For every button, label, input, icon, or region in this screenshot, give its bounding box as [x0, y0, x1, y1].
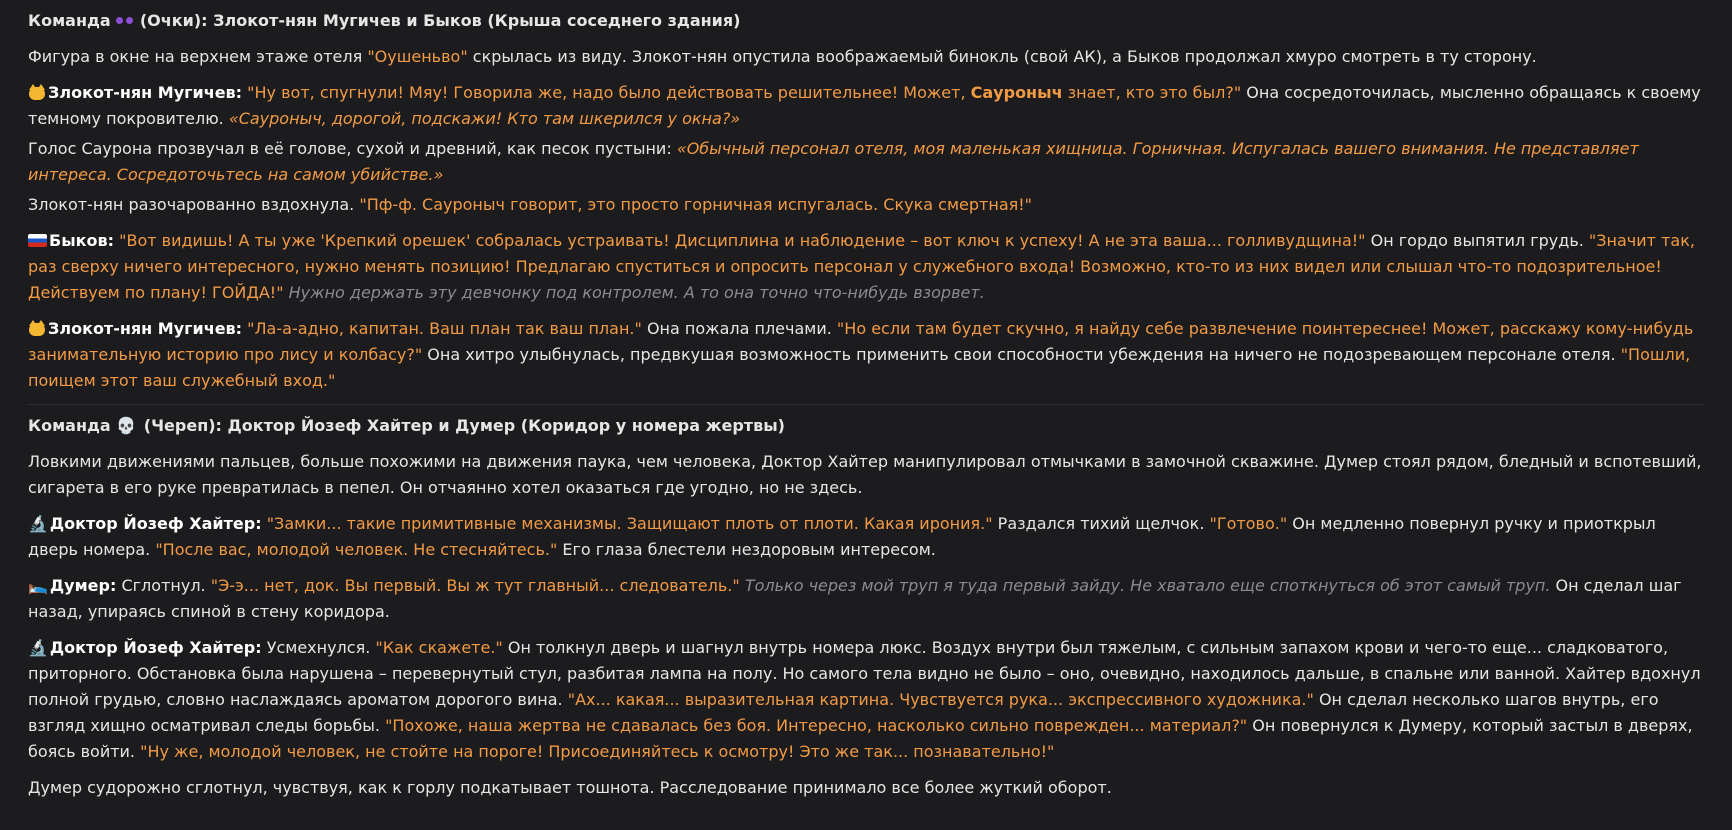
quote-italic-text: «Обычный персонал отеля, моя маленькая хищница. Горничная. Испугалась вашего внимания. Не представляет интереса. Сосредоточьтесь на самом убийстве.» [28, 139, 1639, 184]
speaker-name: Злокот-нян Мугичев: [48, 319, 243, 338]
dialogue-paragraph [28, 635, 1704, 765]
narration-paragraph [28, 44, 1704, 70]
narration-paragraph [28, 775, 1704, 801]
narration-paragraph [28, 136, 1704, 188]
team-header-prefix: Команда [28, 416, 117, 435]
narration-text: Он медленно повернул ручку и приоткрыл дверь номера. [28, 514, 1656, 559]
speaker-name: Доктор Йозеф Хайтер: [49, 638, 262, 657]
narration-text: Она пожала плечами. [641, 319, 837, 338]
quote-text: "Как скажете." [375, 638, 503, 657]
cat-icon [28, 320, 46, 336]
narration-text: Раздался тихий щелчок. [992, 514, 1210, 533]
quote-text: знает, кто это был?" [1062, 83, 1242, 102]
quote-text: "Ну вот, спугнули! Мяу! Говорила же, надо было действовать решительнее! Может, [242, 83, 971, 102]
narration-text: Он сделал шаг назад, упираясь спиной в стену коридора. [28, 576, 1682, 621]
narration-text: Он сделал несколько шагов внутрь, его взгляд хищно осматривал следы борьбы. [28, 690, 1659, 735]
quote-text: "Ла-а-адно, капитан. Ваш план так ваш план." [242, 319, 642, 338]
narration-text: Его глаза блестели нездоровым интересом. [557, 540, 936, 559]
dialogue-paragraph [28, 573, 1704, 625]
quote-text: "Э-э... нет, док. Вы первый. Вы ж тут главный... следователь." [210, 576, 740, 595]
microscope-icon: 🔬 [28, 514, 48, 533]
narration-text: Ловкими движениями пальцев, больше похожими на движения паука, чем человека, Доктор Хайтер манипулировал отмычками в замочной скважине. Думер стоял рядом, бледный и вспотевший, сигарета в его руке превратилась в пепел. Он отчаянно хотел оказаться где угодно, но не здесь. [28, 452, 1702, 497]
quote-text: "Похоже, наша жертва не сдавалась без боя. Интересно, насколько сильно поврежден... материал?" [385, 716, 1248, 735]
team-header-glasses [28, 8, 1704, 34]
dialogue-paragraph [28, 228, 1704, 306]
quote-text: "Замки... такие примитивные механизмы. Защищают плоть от плоти. Какая ирония." [261, 514, 993, 533]
quote-bold-text: Сауроныч [970, 83, 1063, 102]
dialogue-paragraph [28, 511, 1704, 563]
team-header-skull [28, 413, 1704, 439]
narration-text: Она сосредоточилась, мысленно обращаясь к своему темному покровителю. [28, 83, 1701, 128]
quote-text: "Оушеньво" [367, 47, 468, 66]
dialogue-paragraph [28, 80, 1704, 132]
speaker-name: Думер: [49, 576, 117, 595]
narration-text: Злокот-нян разочарованно вздохнула. [28, 195, 360, 214]
quote-text: "После вас, молодой человек. Не стесняйтесь." [155, 540, 558, 559]
quote-text: "Значит так, раз сверху ничего интересного, нужно менять позицию! Предлагаю спуститься и опросить персонал у служебного входа! Возможно, кто-то из них видел или слышал что-то подозрительное! Действуем по плану! ГОЙДА!" [28, 231, 1695, 302]
thought-text: Только через мой труп я туда первый зайду. Не хватало еще споткнуться об этот самый труп. [739, 576, 1551, 595]
speaker-name: Злокот-нян Мугичев: [48, 83, 243, 102]
quote-italic-text: «Сауроныч, дорогой, подскажи! Кто там шкерился у окна?» [228, 109, 741, 128]
quote-text: "Вот видишь! А ты уже 'Крепкий орешек' собралась устраивать! Дисциплина и наблюдение – вот ключ к успеху! А не эта ваша... голливудщина!" [114, 231, 1366, 250]
quote-text: "Пф-ф. Сауроныч говорит, это просто горничная испугалась. Скука смертная!" [359, 195, 1033, 214]
quote-text: "Готово." [1209, 514, 1288, 533]
glasses-icon [116, 16, 134, 26]
quote-text: "Ах... какая... выразительная картина. Чувствуется рука... экспрессивного художника." [567, 690, 1314, 709]
team-header-title: (Очки): Злокот-нян Мугичев и Быков (Крыша соседнего здания) [134, 11, 741, 30]
narration-paragraph [28, 449, 1704, 501]
team-header-title: (Череп): Доктор Йозеф Хайтер и Думер (Коридор у номера жертвы) [138, 416, 785, 435]
narration-paragraph [28, 192, 1704, 218]
narration-text: Он гордо выпятил грудь. [1365, 231, 1589, 250]
bed-icon: 🛌 [28, 576, 48, 595]
dialogue-paragraph [28, 316, 1704, 394]
speaker-name: Быков: [49, 231, 115, 250]
section-divider [28, 404, 1704, 405]
narration-text: Сглотнул. [116, 576, 211, 595]
narration-text: Он толкнул дверь и шагнул внутрь номера люкс. Воздух внутри был тяжелым, с сильным запахом крови и чего-то еще... сладковатого, приторного. Обстановка была нарушена – перевернутый стул, разбитая лампа на полу. Но самого тела видно не было – оно, очевидно, находилось дальше, в спальне или ванной. Хайтер вдохнул полной грудью, словно наслаждаясь ароматом дорогого вина. [28, 638, 1701, 709]
russia-flag-icon [28, 234, 47, 247]
narration-text: Он повернулся к Думеру, который застыл в дверях, боясь войти. [28, 716, 1693, 761]
narration-text: скрылась из виду. Злокот-нян опустила воображаемый бинокль (свой АК), а Быков продолжал хмуро смотреть в ту сторону. [467, 47, 1537, 66]
speaker-name: Доктор Йозеф Хайтер: [49, 514, 262, 533]
microscope-icon: 🔬 [28, 638, 48, 657]
narration-text: Она хитро улыбнулась, предвкушая возможность применить свои способности убеждения на ничего не подозревающем персонале отеля. [422, 345, 1621, 364]
thought-text: Нужно держать эту девчонку под контролем. А то она точно что-нибудь взорвет. [283, 283, 985, 302]
narration-text: Голос Саурона прозвучал в её голове, сухой и древний, как песок пустыни: [28, 139, 677, 158]
skull-icon: 💀 [116, 416, 137, 435]
quote-text: "Ну же, молодой человек, не стойте на пороге! Присоединяйтесь к осмотру! Это же так... познавательно!" [140, 742, 1055, 761]
quote-text: "Но если там будет скучно, я найду себе развлечение поинтереснее! Может, расскажу кому-нибудь занимательную историю про лису и колбасу?" [28, 319, 1694, 364]
quote-text: "Пошли, поищем этот ваш служебный вход." [28, 345, 1691, 390]
team-header-prefix: Команда [28, 11, 111, 30]
narration-text: Фигура в окне на верхнем этаже отеля [28, 47, 368, 66]
narration-text: Думер судорожно сглотнул, чувствуя, как к горлу подкатывает тошнота. Расследование принимало все более жуткий оборот. [28, 778, 1112, 797]
narration-text: Усмехнулся. [261, 638, 376, 657]
cat-icon [28, 84, 46, 100]
